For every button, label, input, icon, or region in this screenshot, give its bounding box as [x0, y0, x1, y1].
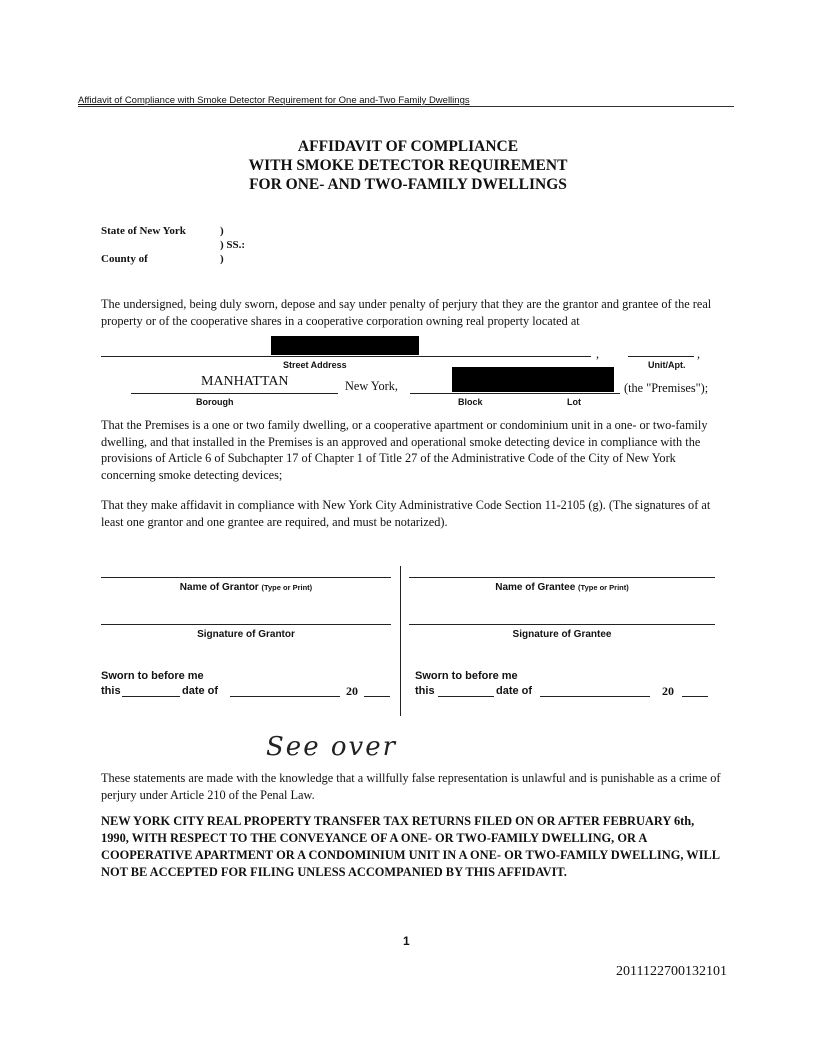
grantee-name-label	[409, 582, 715, 593]
filing-notice: NEW YORK CITY REAL PROPERTY TRANSFER TAX RETURNS FILED ON OR AFTER FEBRUARY 6th, 1990, WITH RESPECT TO THE CONVEYANCE OF A ONE- OR TWO-FAMILY DWELLING, OR A COOPERATIVE APARTMENT OR A CONDOMINIUM UNIT IN A ONE- OR TWO-FAMILY DWELLING, WILL NOT BE ACCEPTED FOR FILING UNLESS ACCOMPANIED BY THIS AFFIDAVIT.	[101, 814, 720, 879]
county-label: County of	[101, 253, 148, 265]
grantor-name-line[interactable]	[101, 577, 391, 578]
grantee-signature-label: Signature of Grantee	[512, 629, 612, 640]
grantee-day-line[interactable]	[438, 696, 494, 697]
block-line-left[interactable]	[410, 393, 450, 394]
grantor-day-line[interactable]	[122, 696, 180, 697]
grantor-name-label	[101, 582, 391, 593]
grantor-this-text: this	[101, 685, 121, 697]
borough-line[interactable]	[131, 393, 338, 394]
unit-label: Unit/Apt.	[648, 360, 686, 370]
redacted-street-address	[271, 336, 419, 355]
title-line-1: AFFIDAVIT OF COMPLIANCE	[297, 138, 519, 155]
lot-line[interactable]	[450, 393, 620, 394]
grantor-month-line[interactable]	[230, 696, 340, 697]
grantee-signature-line[interactable]	[409, 624, 715, 625]
borough-label: Borough	[196, 397, 234, 407]
grantor-signature-label: Signature of Grantor	[197, 629, 295, 640]
grantee-name-text: Name of Grantee	[495, 582, 576, 593]
signature-divider	[400, 566, 401, 716]
grantor-name-hint: (Type or Print)	[261, 583, 313, 592]
intro-paragraph: The undersigned, being duly sworn, depose and say under penalty of perjury that they are the grantor and grantee of the real property or of the cooperative shares in a cooperative corporation owning real property located at	[101, 297, 712, 328]
grantor-signature-line[interactable]	[101, 624, 391, 625]
grantee-name-line[interactable]	[409, 577, 715, 578]
grantor-date-of-text: date of	[182, 685, 219, 697]
state-label: State of New York	[101, 225, 186, 237]
grantee-name-hint: (Type or Print)	[578, 583, 629, 592]
ss-label: ) SS.:	[220, 239, 246, 251]
grantor-name-text: Name of Grantor	[179, 582, 259, 593]
premises-text: (the "Premises");	[624, 381, 709, 395]
borough-value: MANHATTAN	[201, 374, 289, 389]
grantor-year-line[interactable]	[364, 696, 390, 697]
grantor-sworn-text: Sworn to before me	[101, 670, 204, 682]
perjury-statement: These statements are made with the knowledge that a willfully false representation is unlawful and is punishable as a crime of perjury under Article 210 of the Penal Law.	[101, 771, 721, 802]
running-header: Affidavit of Compliance with Smoke Detector Requirement for One and-Two Family Dwellings	[78, 95, 470, 106]
title-line-2: WITH SMOKE DETECTOR REQUIREMENT	[248, 157, 568, 174]
comma-1: ,	[596, 347, 600, 361]
grantor-year-prefix: 20	[346, 684, 358, 698]
block-label: Block	[458, 397, 483, 407]
grantee-month-line[interactable]	[540, 696, 650, 697]
grantee-date-of-text: date of	[496, 685, 533, 697]
title-line-3: FOR ONE- AND TWO-FAMILY DWELLINGS	[249, 176, 567, 193]
grantee-sworn-text: Sworn to before me	[415, 670, 518, 682]
compliance-paragraph: That the Premises is a one or two family dwelling, or a cooperative apartment or condominium unit in a one- or two-family dwelling, and that installed in the Premises is an approved and operational smoke detecting device in compliance with the provisions of Article 6 of Subchapter 17 of Chapter 1 of Title 27 of the Administrative Code of the City of New York concerning smoke detecting devices;	[101, 418, 708, 482]
page-number: 1	[403, 934, 410, 948]
street-address-label: Street Address	[283, 360, 347, 370]
street-address-line[interactable]	[101, 356, 591, 357]
grantee-year-line[interactable]	[682, 696, 708, 697]
paren-2: )	[220, 253, 224, 265]
grantee-year-prefix: 20	[662, 684, 674, 698]
unit-line[interactable]	[628, 356, 694, 357]
affidavit-paragraph: That they make affidavit in compliance with New York City Administrative Code Section 11-2105 (g). (The signatures of at least one grantor and one grantee are required, and must be notarized).	[101, 498, 711, 529]
header-rule	[78, 106, 734, 107]
lot-label: Lot	[567, 397, 581, 407]
redacted-block-lot	[452, 367, 614, 392]
comma-2: ,	[697, 347, 701, 361]
paren-1: )	[220, 225, 224, 237]
grantee-this-text: this	[415, 685, 435, 697]
city-text: New York,	[345, 379, 398, 393]
document-id: 2011122700132101	[616, 964, 727, 979]
handwritten-note: See over	[266, 732, 398, 762]
